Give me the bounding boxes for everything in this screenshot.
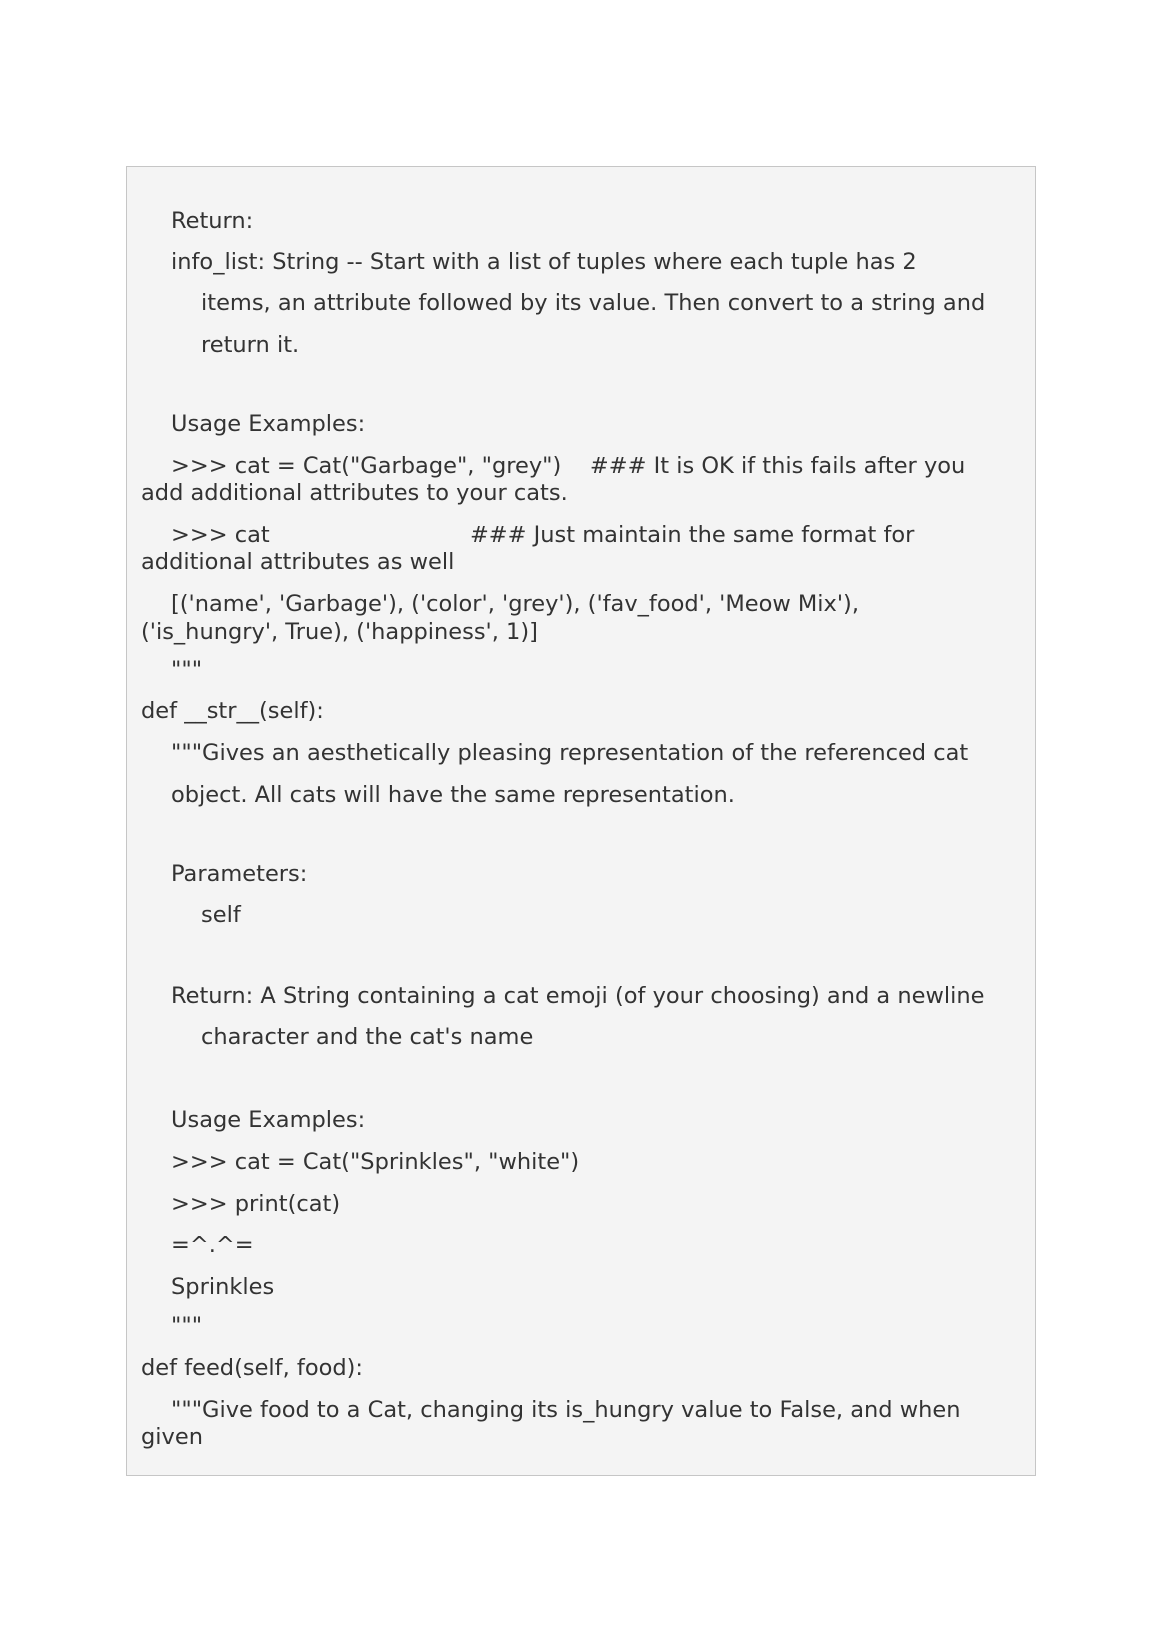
- code-line: """Give food to a Cat, changing its is_hungry value to False, and when: [171, 1397, 961, 1423]
- code-line: Return: A String containing a cat emoji (of your choosing) and a newline: [171, 983, 985, 1009]
- code-line: given: [141, 1424, 203, 1450]
- code-line: """: [171, 1313, 203, 1339]
- code-line: """: [171, 657, 203, 683]
- code-line: self: [201, 902, 241, 928]
- code-line: >>> cat = Cat("Sprinkles", "white"): [171, 1149, 580, 1175]
- code-line: >>> cat = Cat("Garbage", "grey") ### It is OK if this fails after you: [171, 453, 966, 479]
- code-line: character and the cat's name: [201, 1024, 534, 1050]
- code-line: =^.^=: [171, 1232, 254, 1258]
- code-line: ('is_hungry', True), ('happiness', 1)]: [141, 619, 538, 645]
- code-line: [('name', 'Garbage'), ('color', 'grey'), ('fav_food', 'Meow Mix'),: [171, 591, 859, 617]
- code-line: object. All cats will have the same representation.: [171, 782, 735, 808]
- code-line: return it.: [201, 332, 300, 358]
- code-line: add additional attributes to your cats.: [141, 480, 568, 506]
- code-line: """Gives an aesthetically pleasing representation of the referenced cat: [171, 740, 969, 766]
- code-line: additional attributes as well: [141, 549, 455, 575]
- code-line: Usage Examples:: [171, 411, 366, 437]
- code-line: info_list: String -- Start with a list of tuples where each tuple has 2: [171, 249, 917, 275]
- code-line: def __str__(self):: [141, 698, 324, 724]
- code-line: >>> cat ### Just maintain the same format for: [171, 522, 915, 548]
- code-line: Usage Examples:: [171, 1107, 366, 1133]
- code-line: Parameters:: [171, 861, 308, 887]
- code-line: items, an attribute followed by its value. Then convert to a string and: [201, 290, 986, 316]
- code-block: [126, 166, 1036, 1476]
- code-line: Sprinkles: [171, 1274, 275, 1300]
- code-line: Return:: [171, 208, 254, 234]
- code-line: >>> print(cat): [171, 1191, 341, 1217]
- code-line: def feed(self, food):: [141, 1355, 364, 1381]
